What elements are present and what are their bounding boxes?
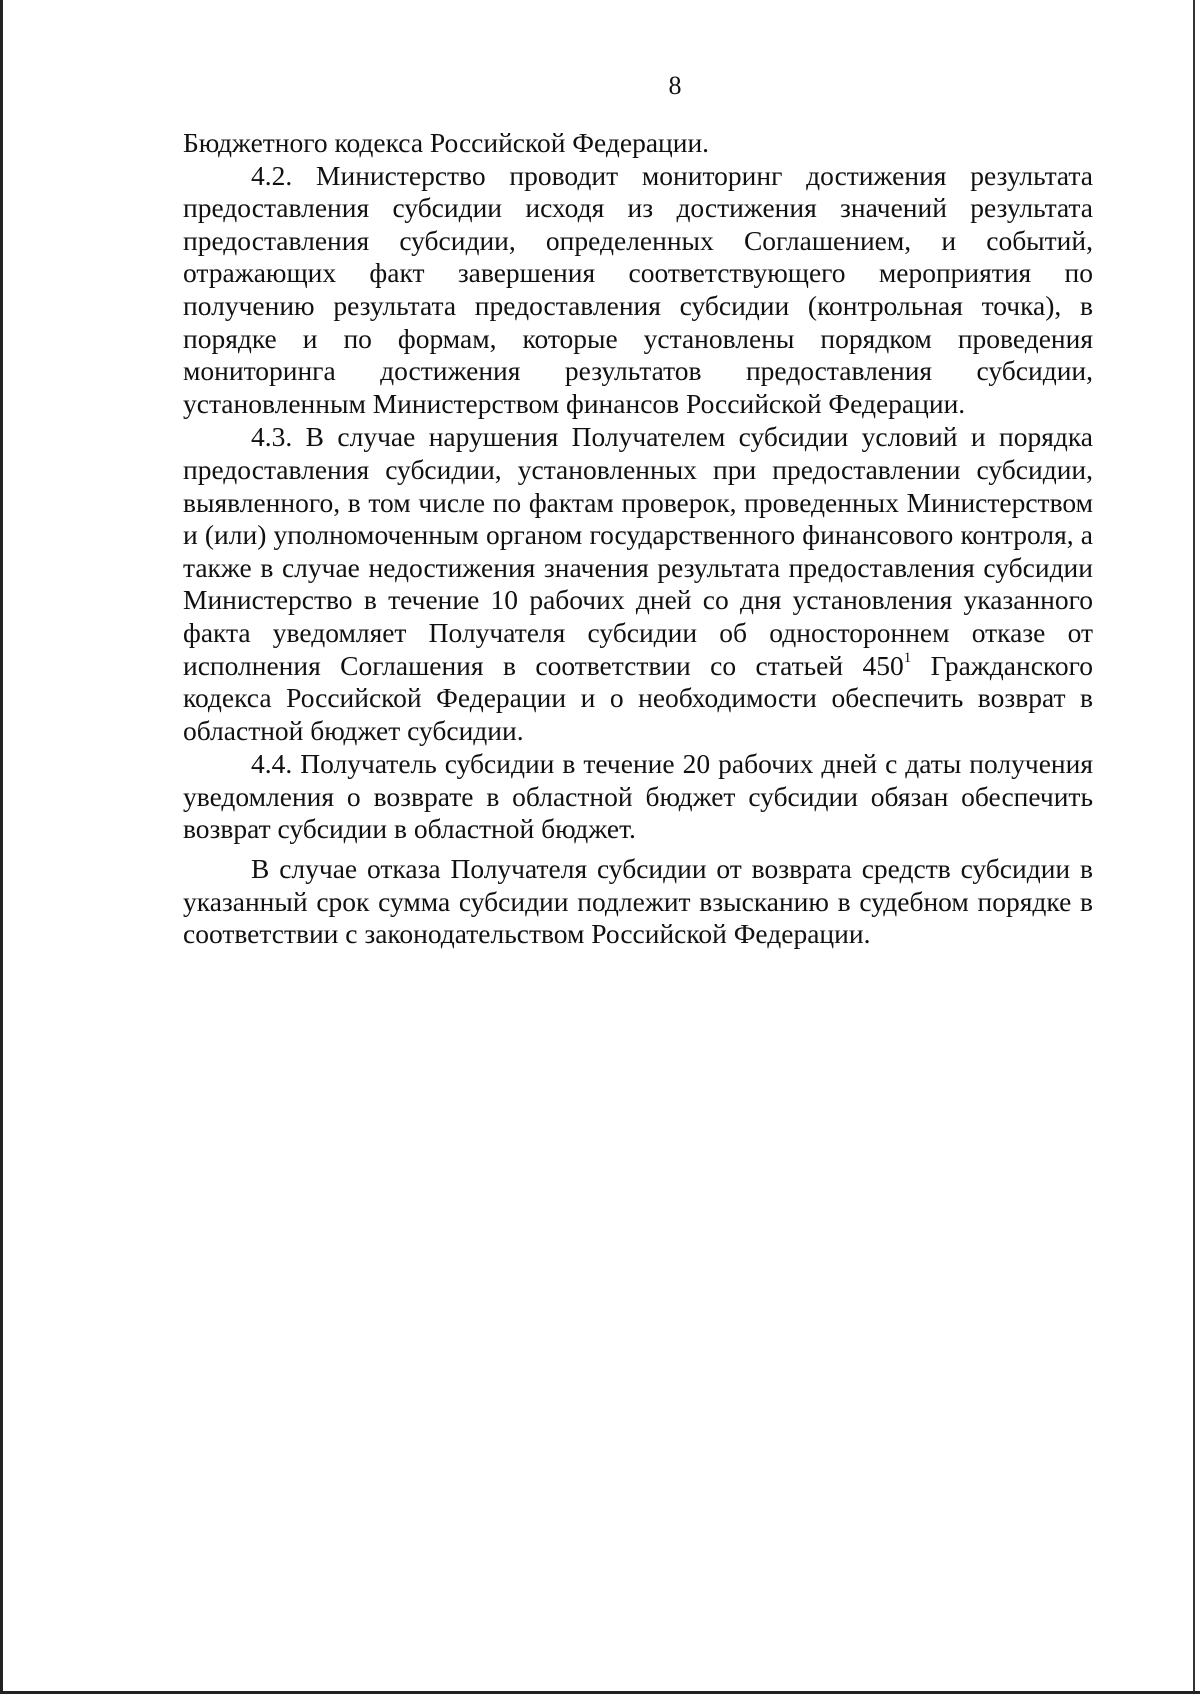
article-superscript: 1 <box>903 650 912 667</box>
paragraph-4-3 <box>183 421 1093 747</box>
scan-edge-left <box>0 0 3 1694</box>
document-body <box>183 127 1093 951</box>
paragraph-4-3-text-end: Гражданского кодекса Российской Федерации и о необходимости обеспечить возврат в областной бюджет субсидии. <box>183 649 1093 746</box>
paragraph-4-4: 4.4. Получатель субсидии в течение 20 рабочих дней с даты получения уведомления о возврате в областной бюджет субсидии обязан обеспечить возврат субсидии в областной бюджет. <box>183 748 1093 845</box>
paragraph-continuation: Бюджетного кодекса Российской Федерации. <box>183 127 710 158</box>
paragraph-refusal: В случае отказа Получателя субсидии от возврата средств субсидии в указанный срок сумма субсидии подлежит взысканию в судебном порядке в соответствии с законодательством Российской Федерации. <box>183 853 1093 950</box>
paragraph-4-3-text: 4.3. В случае нарушения Получателем субсидии условий и порядка предоставления субсидии, установленных при предоставлении субсидии, выявленного, в том числе по фактам проверок, проведенных Министерством и (или) уполномоченным органом государственного финансового контроля, а также в случае недостижения значения результата предоставления субсидии Министерство в течение 10 рабочих дней со дня установления указанного факта уведомляет Получателя субсидии об одностороннем отказе от исполнения Соглашения в соответствии со статьей 450 <box>183 421 1093 681</box>
paragraph-4-2: 4.2. Министерство проводит мониторинг достижения результата предоставления субсидии исходя из достижения значений результата предоставления субсидии, определенных Соглашением, и событий, отражающих факт завершения соответствующего мероприятия по получению результата предоставления субсидии (контрольная точка), в порядке и по формам, которые установлены порядком проведения мониторинга достижения результатов предоставления субсидии, установленным Министерством финансов Российской Федерации. <box>183 159 1093 419</box>
page-number: 8 <box>668 71 682 100</box>
scan-edge-right <box>1193 0 1195 1694</box>
